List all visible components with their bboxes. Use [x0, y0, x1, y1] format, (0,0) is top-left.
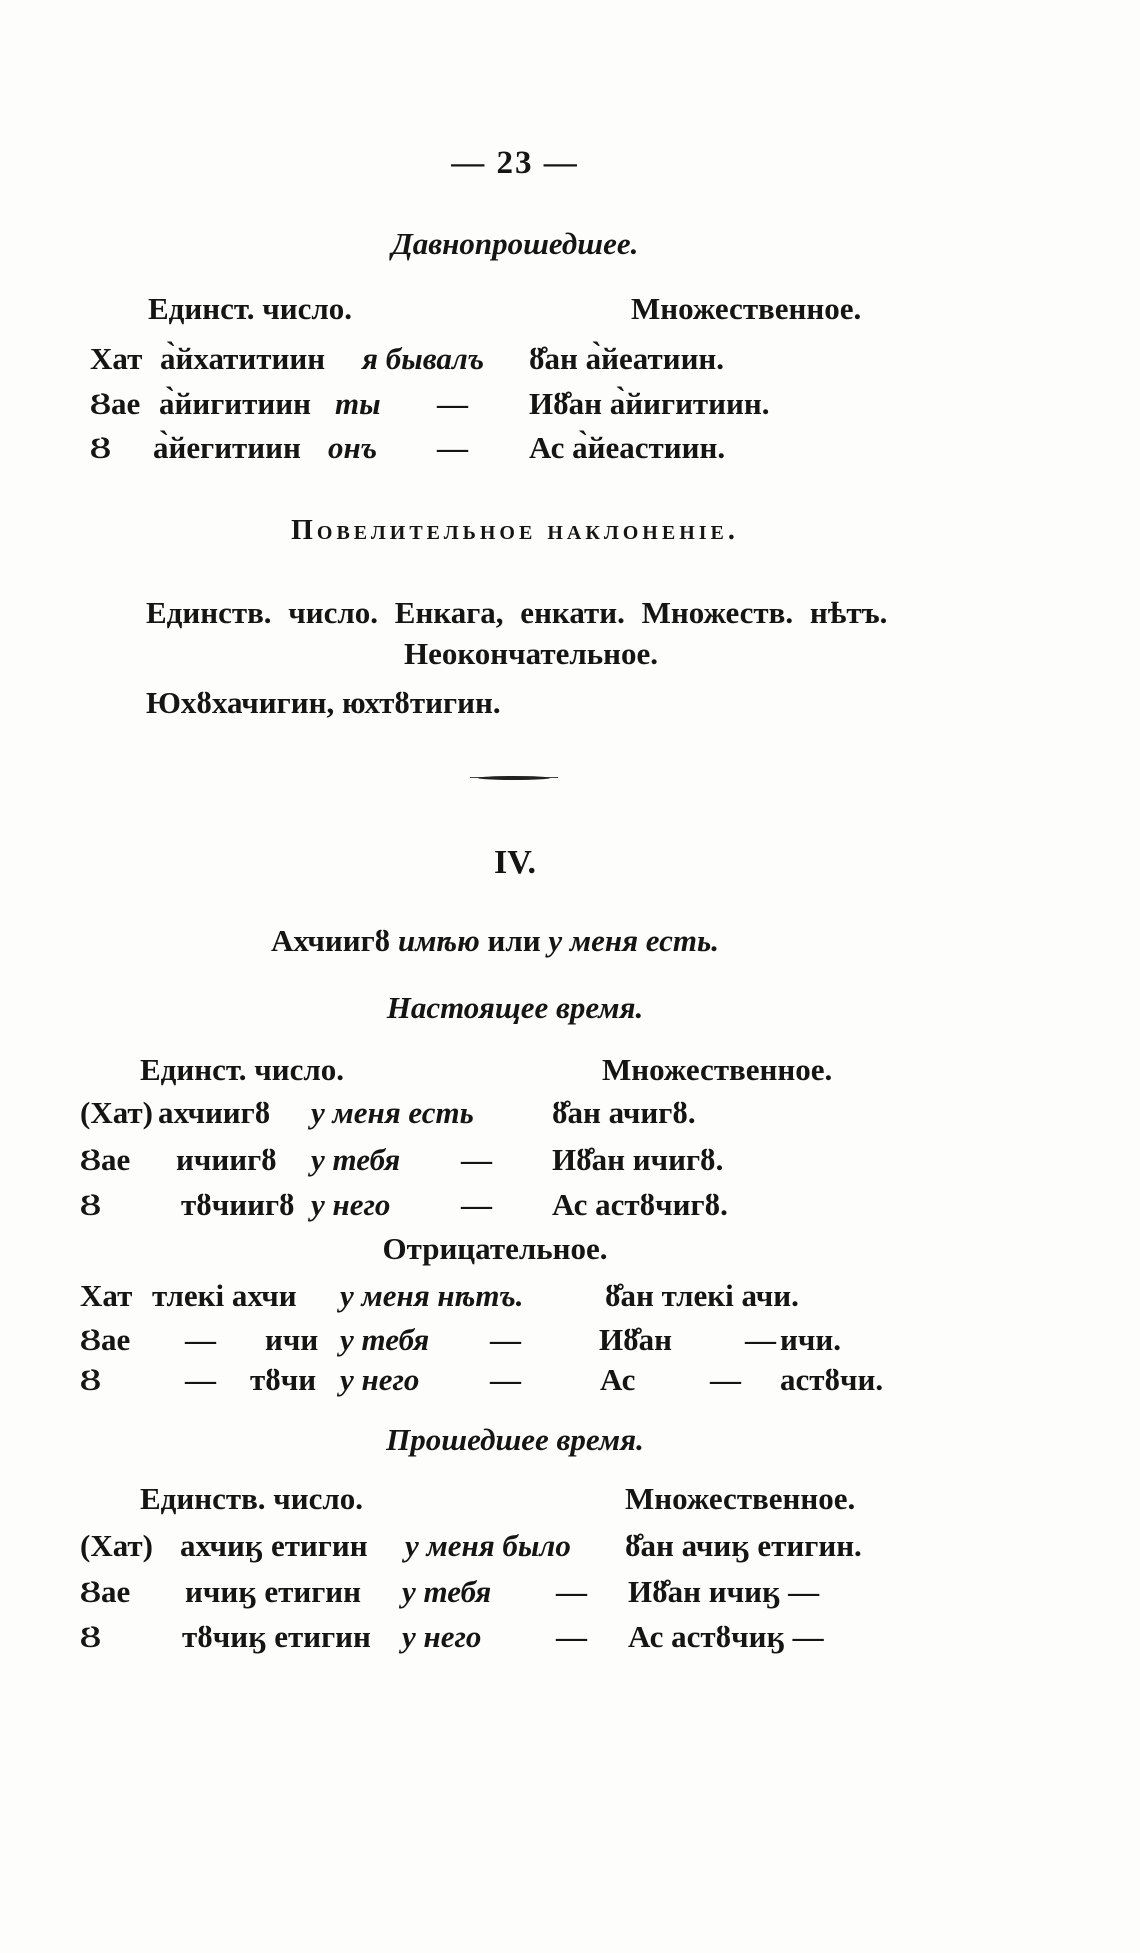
- verb-form: а̀йегитиин: [153, 430, 301, 465]
- verb-form: тȣчиигȣ: [181, 1187, 295, 1222]
- dash: —: [461, 1142, 492, 1177]
- plural-form: ичи.: [780, 1322, 841, 1357]
- gloss: у меня было: [405, 1528, 571, 1563]
- dash: —: [556, 1574, 587, 1609]
- pluperfect-row-2: [0, 386, 1140, 422]
- imperative-line: Единств. число. Енкага, енкати. Множеств. нѣтъ.: [146, 595, 888, 630]
- gloss: у него: [402, 1619, 482, 1654]
- verb-form: тлекi ахчи: [152, 1278, 297, 1313]
- pluperfect-title: Давнопрошедшее.: [391, 226, 639, 261]
- pronoun: Хат: [90, 341, 143, 376]
- gloss: ты: [335, 386, 381, 421]
- pluperfect-row-3: [0, 430, 1140, 466]
- heading-conjunction: или: [487, 923, 541, 958]
- pronoun: Ȣае: [80, 1142, 131, 1177]
- gloss: у него: [311, 1187, 391, 1222]
- present-header-plural: Множественное.: [602, 1052, 833, 1087]
- dash: —: [490, 1362, 521, 1397]
- pluperfect-header-plural: Множественное.: [631, 291, 862, 326]
- gloss: у него: [340, 1362, 420, 1397]
- verb-form: ахчиӄ етигин: [180, 1528, 368, 1563]
- gloss: у меня есть: [311, 1095, 474, 1130]
- infinitive-line: Юхȣхачигин, юхтȣтигин.: [146, 685, 501, 720]
- section-divider: [478, 776, 550, 780]
- plural-form: Ас астȣчиӄ —: [628, 1619, 824, 1654]
- verb-form: а̀йигитиин: [159, 386, 311, 421]
- infinitive-title: Неокончательное.: [403, 636, 658, 671]
- verb-form: ахчиигȣ: [158, 1095, 271, 1130]
- plural-pronoun: Ас: [600, 1362, 636, 1397]
- pronoun: Ȣ: [80, 1362, 101, 1397]
- past-header-singular: Единств. число.: [140, 1481, 364, 1516]
- gloss: я бывалъ: [362, 341, 485, 376]
- negative-row-1: [0, 1278, 1140, 1314]
- pronoun: Ȣае: [80, 1322, 131, 1357]
- plural-form: Иȣ̊ан ичиӄ —: [628, 1574, 820, 1609]
- pronoun: (Хат): [80, 1528, 153, 1563]
- dash: —: [745, 1322, 776, 1357]
- present-row-1: [0, 1095, 1140, 1131]
- pluperfect-header-singular: Единст. число.: [148, 291, 352, 326]
- plural-form: Иȣ̊ан а̀йигитиин.: [529, 386, 770, 421]
- past-title: Прошедшее время.: [386, 1422, 644, 1457]
- heading-word: Ахчиигȣ: [271, 923, 391, 958]
- pluperfect-row-1: [0, 341, 1140, 377]
- negative-row-3: [0, 1362, 1140, 1398]
- gloss: онъ: [328, 430, 378, 465]
- heading-gloss-2: у меня есть.: [548, 923, 719, 958]
- plural-form: Иȣ̊ан ичигȣ.: [552, 1142, 724, 1177]
- past-header-plural: Множественное.: [625, 1481, 856, 1516]
- plural-form: Ас а̀йеастиин.: [529, 430, 726, 465]
- pronoun: (Хат): [80, 1095, 153, 1130]
- dash: —: [185, 1362, 216, 1397]
- verb-form: ичиӄ етигин: [185, 1574, 361, 1609]
- pronoun: Ȣае: [80, 1574, 131, 1609]
- page-number: — 23 —: [451, 145, 579, 181]
- pronoun: Ȣ: [80, 1187, 101, 1222]
- past-row-2: [0, 1574, 1140, 1610]
- dash: —: [490, 1322, 521, 1357]
- imperative-title: Повелительное наклоненiе.: [291, 515, 739, 546]
- section-numeral: IV.: [494, 844, 536, 881]
- pronoun: Ȣае: [90, 386, 141, 421]
- gloss: у тебя: [340, 1322, 430, 1357]
- dash: —: [710, 1362, 741, 1397]
- pronoun: Ȣ: [80, 1619, 101, 1654]
- dash: —: [461, 1187, 492, 1222]
- verb-form: ичи: [265, 1322, 319, 1357]
- gloss: у меня нѣтъ.: [340, 1278, 524, 1313]
- plural-form: ȣ̊ан тлекi ачи.: [605, 1278, 799, 1313]
- verb-form: а̀йхатитиин: [160, 341, 326, 376]
- negative-title: Отрицательное.: [382, 1231, 608, 1266]
- heading-gloss-1: имѣю: [397, 923, 480, 958]
- dash: —: [556, 1619, 587, 1654]
- plural-pronoun: Иȣ̊ан: [599, 1322, 673, 1357]
- present-row-2: [0, 1142, 1140, 1178]
- past-row-3: [0, 1619, 1140, 1655]
- pronoun: Ȣ: [90, 430, 111, 465]
- gloss: у тебя: [311, 1142, 401, 1177]
- negative-row-2: [0, 1322, 1140, 1358]
- dash: —: [437, 430, 468, 465]
- present-title: Настоящее время.: [386, 990, 644, 1025]
- plural-form: астȣчи.: [780, 1362, 884, 1397]
- plural-form: ȣ̊ан ачигȣ.: [552, 1095, 696, 1130]
- present-header-singular: Единст. число.: [140, 1052, 344, 1087]
- verb-form: тȣчи: [250, 1362, 317, 1397]
- verb-form: тȣчиӄ етигин: [182, 1619, 371, 1654]
- past-row-1: [0, 1528, 1140, 1564]
- section-heading: [0, 923, 1010, 959]
- gloss: у тебя: [402, 1574, 492, 1609]
- present-row-3: [0, 1187, 1140, 1223]
- verb-form: ичиигȣ: [176, 1142, 277, 1177]
- dash: —: [437, 386, 468, 421]
- pronoun: Хат: [80, 1278, 133, 1313]
- plural-form: ȣ̊ан ачиӄ етигин.: [625, 1528, 862, 1563]
- dash: —: [185, 1322, 216, 1357]
- plural-form: Ас астȣчигȣ.: [552, 1187, 728, 1222]
- plural-form: ȣ̊ан а̀йеатиин.: [529, 341, 725, 376]
